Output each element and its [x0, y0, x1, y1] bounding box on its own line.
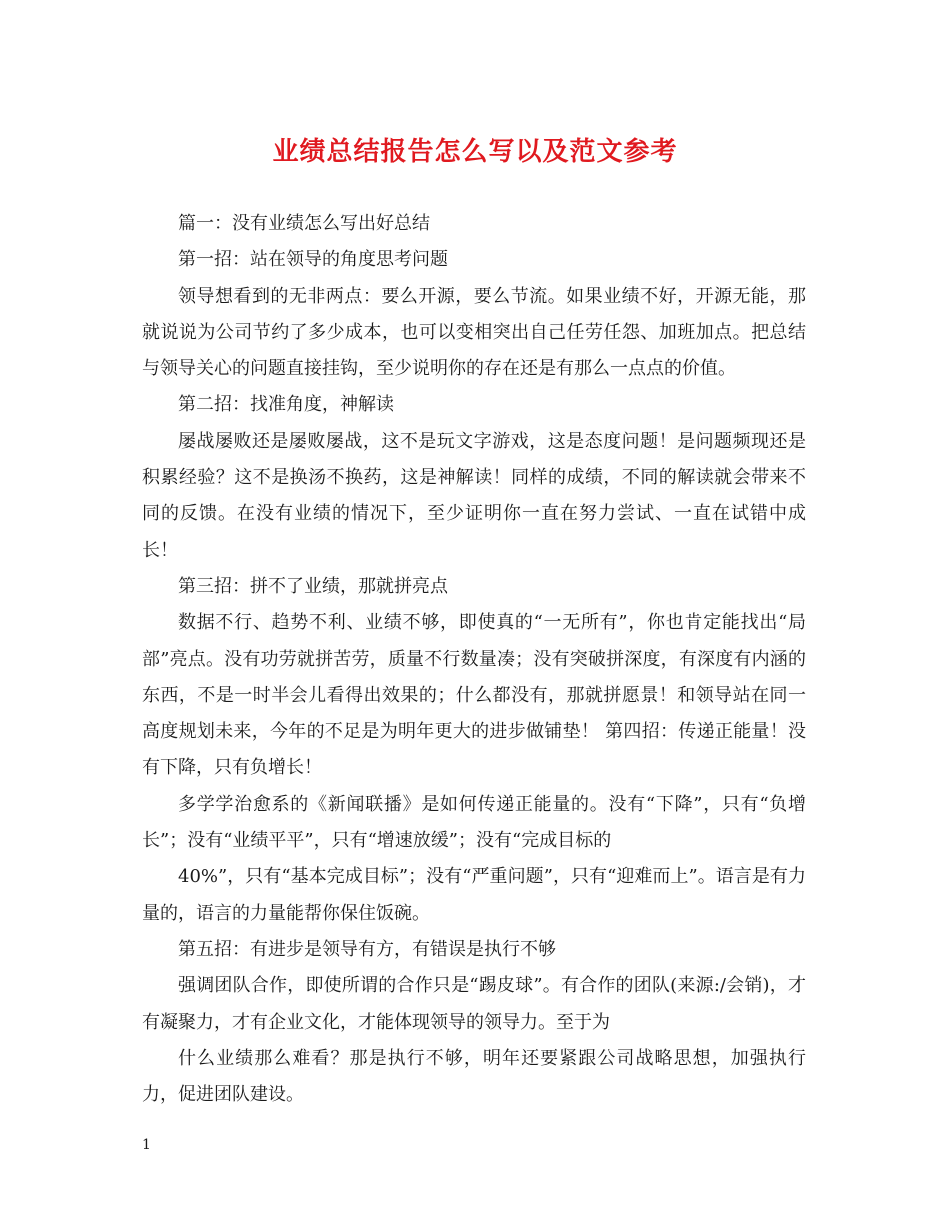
page-number: 1 — [142, 1137, 151, 1153]
body-paragraph: 什么业绩那么难看？那是执行不够，明年还要紧跟公司战略思想，加强执行力，促进团队建设。 — [142, 1047, 806, 1106]
document-body — [142, 206, 806, 1113]
tip-heading-5: 第五招：有进步是领导有方，有错误是执行不够 — [178, 938, 556, 960]
body-paragraph: 40%”，只有“基本完成目标”；没有“严重问题”，只有“迎难而上”。语言是有力量的，语言的力量能帮你保住饭碗。 — [142, 866, 806, 924]
body-paragraph: 屡战屡败还是屡败屡战，这不是玩文字游戏，这是态度问题！是问题频现还是积累经验？这不是换汤不换药，这是神解读！同样的成绩，不同的解读就会带来不同的反馈。在没有业绩的情况下，至少证明你一直在努力尝试、一直在试错中成长！ — [142, 430, 806, 561]
body-paragraph: 数据不行、趋势不利、业绩不够，即使真的“一无所有”，你也肯定能找出“局部”亮点。没有功劳就拼苦劳，质量不行数量凑；没有突破拼深度，有深度有内涵的东西，不是一时半会儿看得出效果的；什么都没有，那就拼愿景！和领导站在同一高度规划未来，今年的不足是为明年更大的进步做铺垫！ 第四招：传递正能量！没有下降，只有负增长！ — [142, 612, 806, 779]
document-title: 业绩总结报告怎么写以及范文参考 — [272, 137, 678, 167]
body-paragraph: 领导想看到的无非两点：要么开源，要么节流。如果业绩不好，开源无能，那就说说为公司节约了多少成本，也可以变相突出自己任劳任怨、加班加点。把总结与领导关心的问题直接挂钩，至少说明你的存在还是有那么一点点的价值。 — [142, 285, 806, 380]
tip-heading-3: 第三招：拼不了业绩，那就拼亮点 — [178, 575, 448, 597]
tip-heading-2: 第二招：找准角度，神解读 — [178, 394, 394, 416]
body-paragraph: 强调团队合作，即使所谓的合作只是“踢皮球”。有合作的团队(来源:/会销)，才有凝聚力，才有企业文化，才能体现领导的领导力。至于为 — [142, 975, 806, 1033]
body-paragraph: 多学学治愈系的《新闻联播》是如何传递正能量的。没有“下降”，只有“负增长”；没有“业绩平平”，只有“增速放缓”；没有“完成目标的 — [142, 793, 806, 852]
section-heading: 篇一：没有业绩怎么写出好总结 — [178, 213, 430, 234]
tip-heading-1: 第一招：站在领导的角度思考问题 — [178, 249, 448, 271]
